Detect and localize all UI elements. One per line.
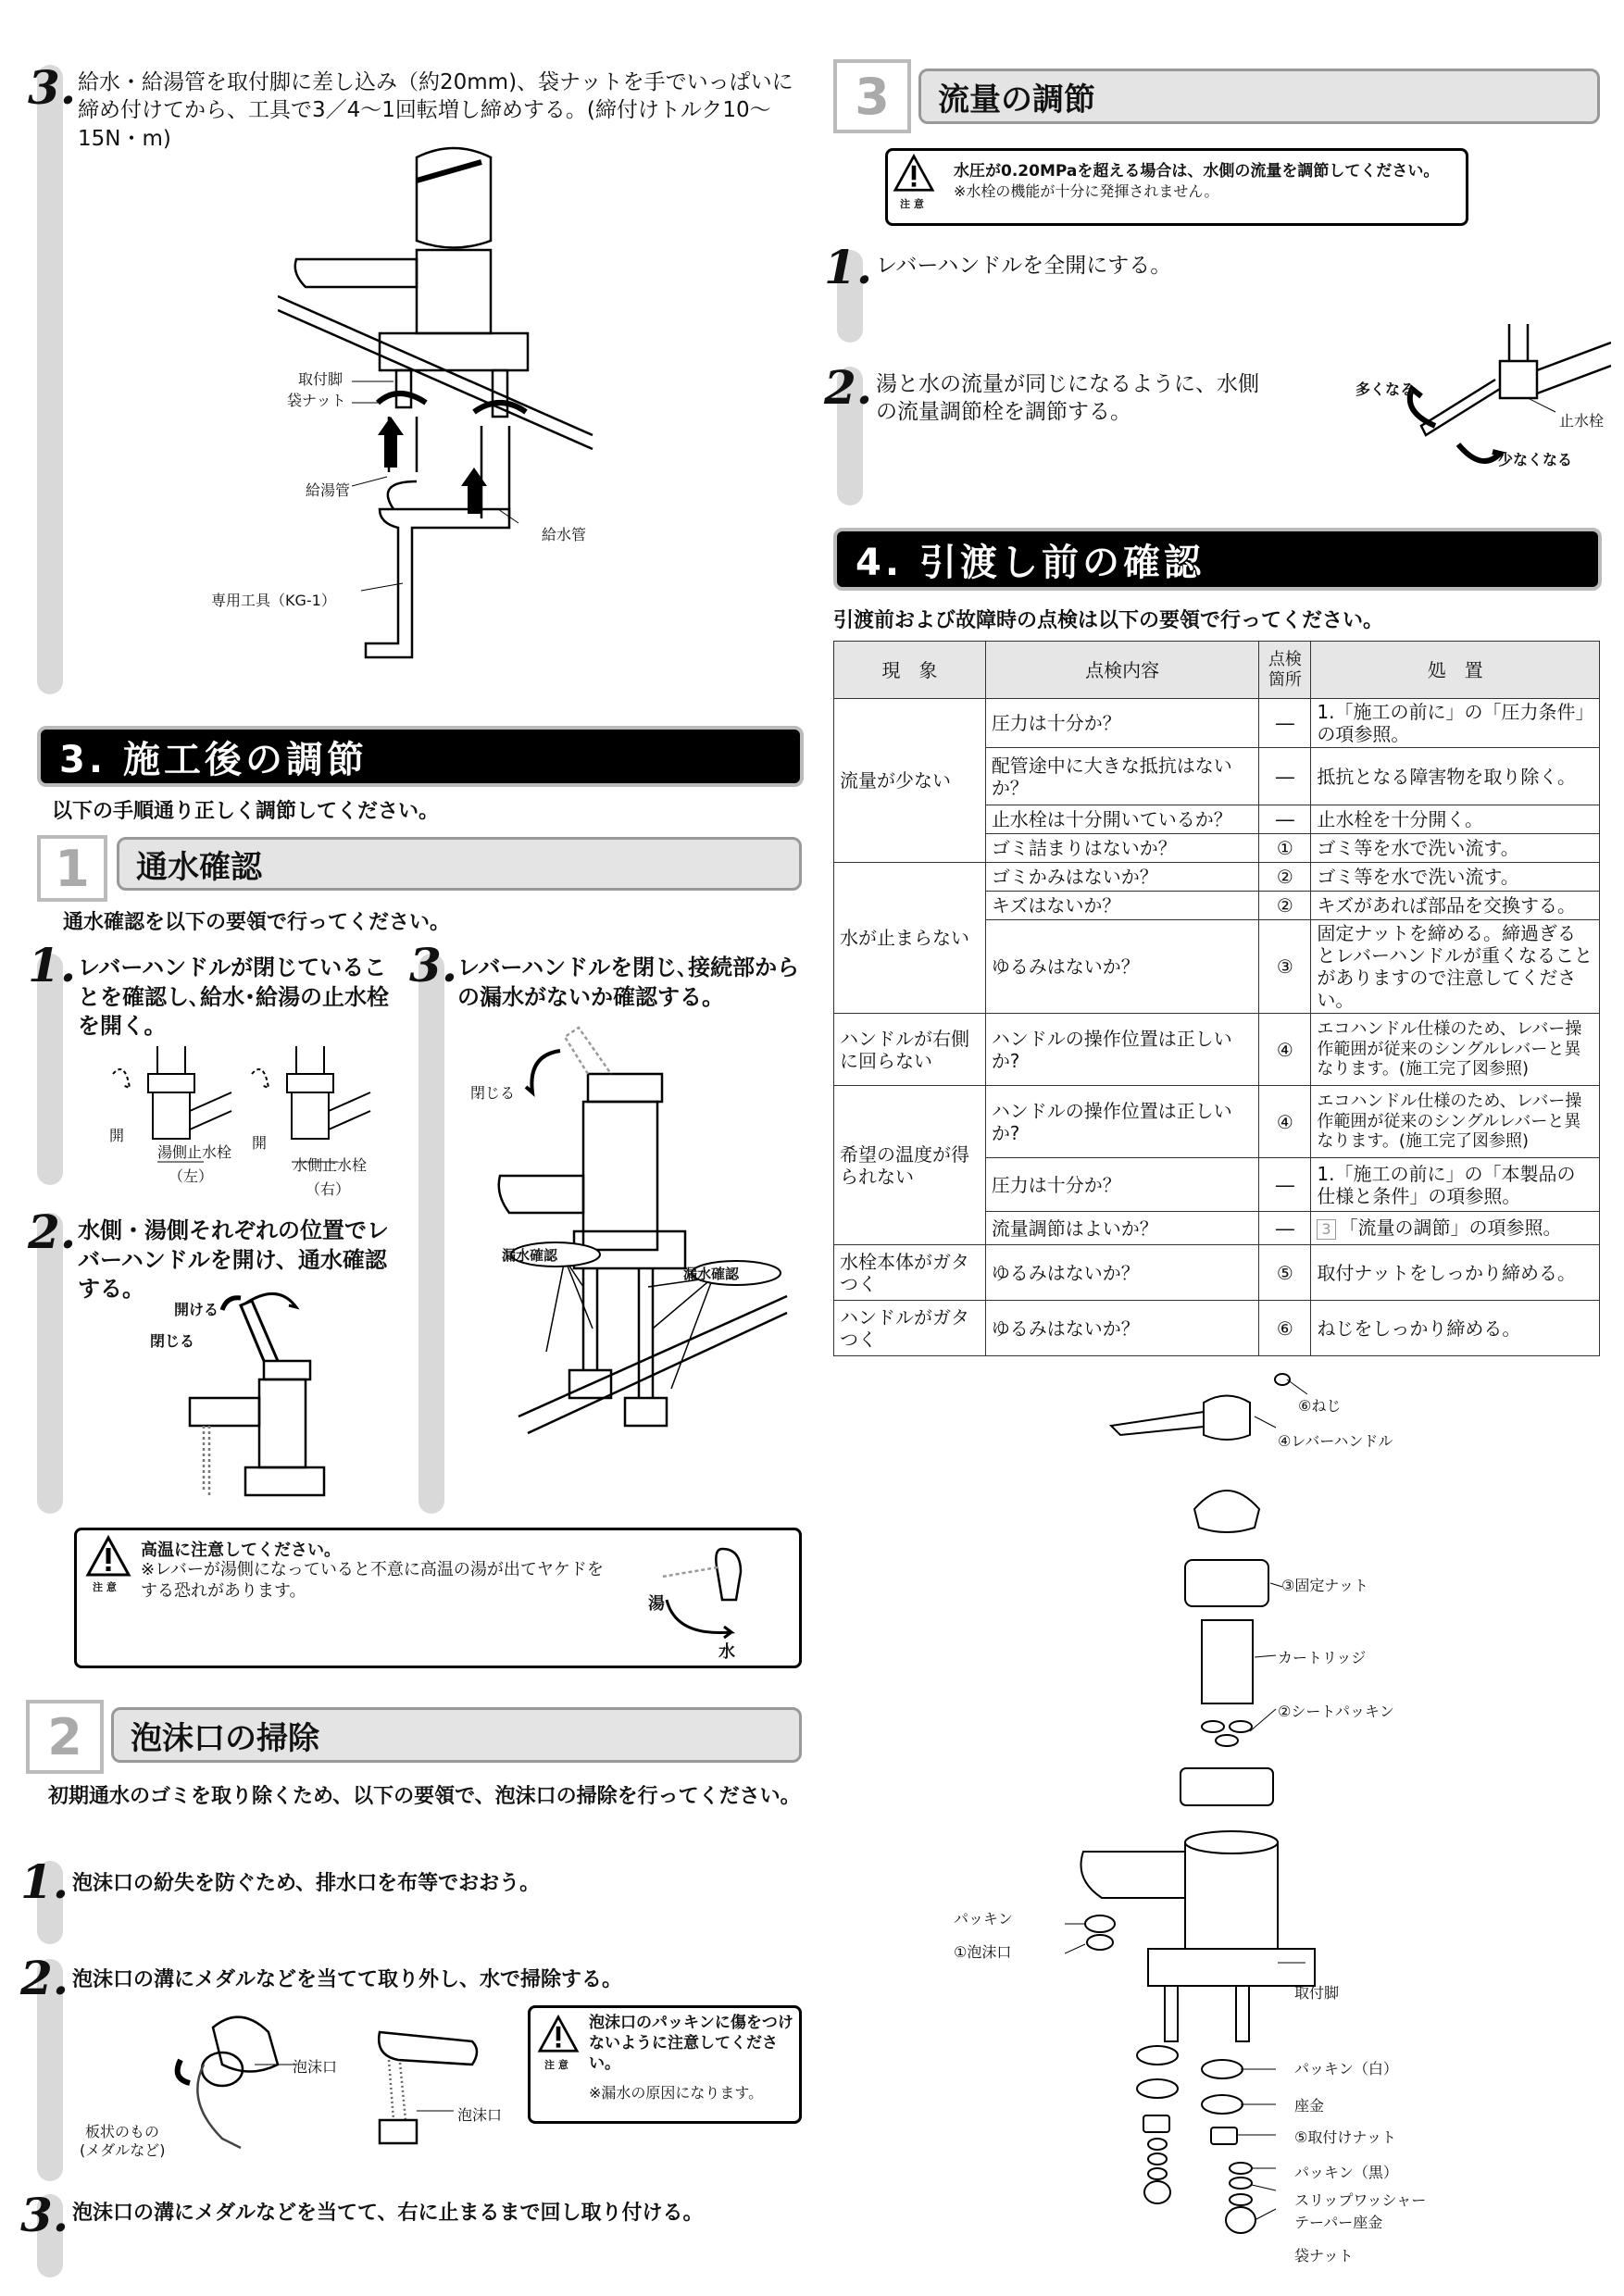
check-action: 1.「施工の前に」の「圧力条件」の項参照。: [1311, 699, 1600, 748]
warning-icon: [537, 2015, 580, 2053]
phenomenon: 水が止まらない: [834, 863, 986, 1014]
part-lever: ④レバーハンドル: [1278, 1432, 1393, 1450]
step-number: 1.: [28, 938, 77, 992]
check-spot: ④: [1259, 1086, 1311, 1158]
check-content: 止水栓は十分開いているか？: [985, 805, 1259, 834]
check-content: ハンドルの操作位置は正しいか?: [985, 1086, 1259, 1158]
step-text: レバーハンドルが閉じていることを確認し､給水･給湯の止水栓を開く。: [78, 955, 389, 1040]
step-text: レバーハンドルを閉じ､接続部からの漏水がないか確認する。: [457, 955, 800, 1010]
step-band: [418, 954, 444, 1514]
caution-body: 水圧が0.20MPaを超える場合は、水側の流量を調節してください。: [954, 162, 1440, 181]
label-aerator-2: 泡沫口: [457, 2106, 503, 2124]
label-hot: 湯: [648, 1594, 665, 1614]
section-4-title: 4. 引渡し前の確認: [833, 528, 1602, 591]
label-hot-valve: 湯側止水栓: [157, 1143, 232, 1161]
check-spot: ―: [1259, 805, 1311, 834]
check-spot: ―: [1259, 699, 1311, 748]
part-slip: スリップワッシャー: [1294, 2191, 1427, 2209]
label-open-2: 開: [252, 1134, 268, 1152]
check-spot: ③: [1259, 920, 1311, 1014]
part-kotei: ③固定ナット: [1281, 1577, 1369, 1594]
step-number: 3.: [20, 2188, 69, 2242]
label-more: 多くなる: [1355, 381, 1416, 398]
check-content: 圧力は十分か？: [985, 699, 1259, 748]
check-action: エコハンドル仕様のため、レバー操作範囲が従来のシングルレバーと異なります。(施工完了図参照): [1311, 1014, 1600, 1086]
label-valve: 止水栓: [1559, 412, 1605, 430]
check-content: ゴミかみはないか？: [985, 863, 1259, 892]
part-fukuro: 袋ナット: [1294, 2247, 1354, 2265]
check-action: 1.「施工の前に」の「本製品の仕様と条件」の項参照。: [1311, 1158, 1600, 1212]
step-number: 1.: [20, 1854, 69, 1909]
caution-mark: 注 意: [544, 2059, 568, 2071]
check-spot: ⑥: [1259, 1301, 1311, 1356]
label-plate-2: (メダルなど): [80, 2141, 166, 2159]
phenomenon: ハンドルがガタつく: [834, 1301, 986, 1356]
label-hot-side: （左）: [169, 1167, 214, 1185]
sub1-number: 1: [37, 835, 107, 902]
header-content: 点検内容: [985, 642, 1259, 699]
label-plate: 板状のもの: [85, 2123, 160, 2140]
phenomenon: 水栓本体がガタつく: [834, 1245, 986, 1301]
section-3-title: 3. 施工後の調節: [37, 726, 804, 787]
section-4-intro: 引渡前および故障時の点検は以下の要領で行ってください。: [833, 609, 1384, 632]
check-spot: ―: [1259, 748, 1311, 805]
header-phenomenon: 現 象: [834, 642, 986, 699]
step-text: 泡沫口の溝にメダルなどを当てて、右に止まるまで回し取り付ける。: [72, 2202, 704, 2225]
label-kyusui: 給水管: [542, 526, 587, 543]
label-cold-valve: 水側止水栓: [293, 1156, 368, 1174]
check-action: 取付ナットをしっかり締める。: [1311, 1245, 1600, 1301]
part-cartridge: カートリッジ: [1278, 1649, 1367, 1666]
check-action: キズがあれば部品を交換する。: [1311, 892, 1600, 920]
sub2-title: 泡沫口の掃除: [111, 1707, 802, 1763]
header-spot-1: 点検: [1268, 649, 1302, 669]
label-less: 少なくなる: [1498, 451, 1573, 468]
label-leak-2: 漏水確認: [683, 1266, 740, 1282]
label-open-1: 開: [109, 1127, 125, 1144]
step-number: 3.: [409, 938, 458, 992]
faucet-install-illustration: [278, 139, 630, 694]
label-toritsuke: 取付脚: [298, 370, 344, 388]
label-close: 閉じる: [150, 1332, 195, 1350]
sub1-title: 通水確認: [117, 837, 802, 891]
check-action: 抵抗となる障害物を取り除く。: [1311, 748, 1600, 805]
step-number: 2.: [824, 360, 873, 415]
caution-title: 高温に注意してください。: [141, 1541, 341, 1560]
leak-check-illustration: [491, 1018, 796, 1444]
ref-badge: 3: [1317, 1219, 1335, 1239]
check-content: ゆるみはないか？: [985, 1245, 1259, 1301]
phenomenon: ハンドルが右側に回らない: [834, 1014, 986, 1086]
sub3-number: 3: [833, 59, 911, 133]
label-cold: 水: [718, 1642, 735, 1662]
check-table: [833, 641, 1600, 1356]
check-action: エコハンドル仕様のため、レバー操作範囲が従来のシングルレバーと異なります。(施工完了図参照): [1311, 1086, 1600, 1158]
check-spot: ②: [1259, 863, 1311, 892]
check-action: 止水栓を十分開く。: [1311, 805, 1600, 834]
label-leak-1: 漏水確認: [502, 1247, 558, 1264]
caution-mark: 注 意: [900, 198, 924, 210]
check-spot: ―: [1259, 1212, 1311, 1245]
label-close: 閉じる: [470, 1084, 516, 1102]
label-cold-side: （右）: [306, 1180, 351, 1198]
step-number: 3.: [28, 60, 77, 115]
label-fukuro: 袋ナット: [287, 392, 346, 409]
header-spot: [1259, 642, 1311, 699]
step-text: 湯と水の流量が同じになるように、水側の流量調節栓を調節する。: [876, 372, 1259, 425]
check-action: [1311, 1212, 1600, 1245]
check-content: 配管途中に大きな抵抗はないか？: [985, 748, 1259, 805]
caution-body: 泡沫口のパッキンに傷をつけないように注意してください。: [589, 2014, 793, 2074]
step-band: [37, 65, 63, 694]
part-seat: ②シートパッキン: [1278, 1703, 1394, 1720]
part-zagane: 座金: [1294, 2097, 1325, 2115]
caution-note: ※漏水の原因になります。: [589, 2084, 764, 2102]
warning-icon: [893, 154, 935, 193]
label-kyuto: 給湯管: [306, 481, 351, 499]
header-action: 処 置: [1311, 642, 1600, 699]
header-spot-2: 箇所: [1268, 669, 1302, 690]
check-content: 圧力は十分か？: [985, 1158, 1259, 1212]
part-packin: パッキン: [954, 1910, 1013, 1928]
aerator-removal-illustration: [167, 2009, 537, 2166]
part-packin-black: パッキン（黒）: [1294, 2164, 1398, 2181]
check-action: ねじをしっかり締める。: [1311, 1301, 1600, 1356]
check-content: ゆるみはないか？: [985, 920, 1259, 1014]
phenomenon: 流量が少ない: [834, 699, 986, 863]
caution-body: ※レバーが湯側になっていると不意に高温の湯が出てヤケドをする恐れがあります。: [141, 1560, 604, 1602]
sub1-intro: 通水確認を以下の要領で行ってください。: [63, 911, 451, 934]
step-text: 泡沫口の溝にメダルなどを当てて取り外し、水で掃除する。: [72, 1968, 623, 1991]
step-text: レバーハンドルを全開にする。: [876, 254, 1172, 278]
step-number: 1.: [824, 240, 873, 294]
check-spot: ④: [1259, 1014, 1311, 1086]
sub3-title: 流量の調節: [918, 69, 1600, 124]
step-text: 泡沫口の紛失を防ぐため、排水口を布等でおおう。: [72, 1872, 541, 1895]
step-number: 2.: [28, 1204, 77, 1259]
step-text: 給水・給湯管を取付脚に差し込み（約20mm)、袋ナットを手でいっぱいに締め付けてから、工具で3／4～1回転増し締めする。(締付けトルク10～15N・m): [78, 70, 793, 151]
caution-mark: 注 意: [93, 1581, 117, 1593]
step-number: 2.: [20, 1951, 69, 2005]
check-action: 固定ナットを締める。締過ぎるとレバーハンドルが重くなることがありますので注意してください。: [1311, 920, 1600, 1014]
part-nut: ⑤取付けナット: [1294, 2128, 1397, 2146]
part-leg: 取付脚: [1294, 1984, 1340, 2002]
faucet-open-close-illustration: [185, 1287, 370, 1509]
part-neji: ⑥ねじ: [1298, 1397, 1342, 1415]
caution-note: ※水栓の機能が十分に発揮されません。: [954, 182, 1219, 200]
sub2-number: 2: [26, 1700, 104, 1774]
check-action: ゴミ等を水で洗い流す。: [1311, 834, 1600, 863]
label-tool: 専用工具（KG-1）: [211, 592, 336, 609]
check-content: ゴミ詰まりはないか？: [985, 834, 1259, 863]
label-aerator-1: 泡沫口: [293, 2058, 338, 2076]
step-text: 水側・湯側それぞれの位置でレバーハンドルを開け、通水確認する。: [78, 1217, 389, 1303]
check-spot: ―: [1259, 1158, 1311, 1212]
label-open: 開ける: [174, 1301, 219, 1318]
part-aerator: ①泡沫口: [954, 1943, 1012, 1961]
phenomenon: 希望の温度が得られない: [834, 1086, 986, 1245]
check-content: ゆるみはないか？: [985, 1301, 1259, 1356]
check-content: キズはないか？: [985, 892, 1259, 920]
check-action-text: 「流量の調節」の項参照。: [1339, 1217, 1562, 1240]
part-packin-white: パッキン（白）: [1294, 2060, 1398, 2078]
part-taper: テーパー座金: [1294, 2214, 1383, 2231]
exploded-parts-diagram: [1065, 1370, 1398, 2287]
section-3-intro: 以下の手順通り正しく調節してください。: [52, 800, 440, 823]
check-spot: ②: [1259, 892, 1311, 920]
sub2-intro: 初期通水のゴミを取り除くため、以下の要領で、泡沫口の掃除を行ってください。: [48, 1785, 801, 1808]
check-spot: ①: [1259, 834, 1311, 863]
check-content: ハンドルの操作位置は正しいか?: [985, 1014, 1259, 1086]
check-spot: ⑤: [1259, 1245, 1311, 1301]
check-action: ゴミ等を水で洗い流す。: [1311, 863, 1600, 892]
warning-icon: [85, 1535, 131, 1578]
check-content: 流量調節はよいか？: [985, 1212, 1259, 1245]
